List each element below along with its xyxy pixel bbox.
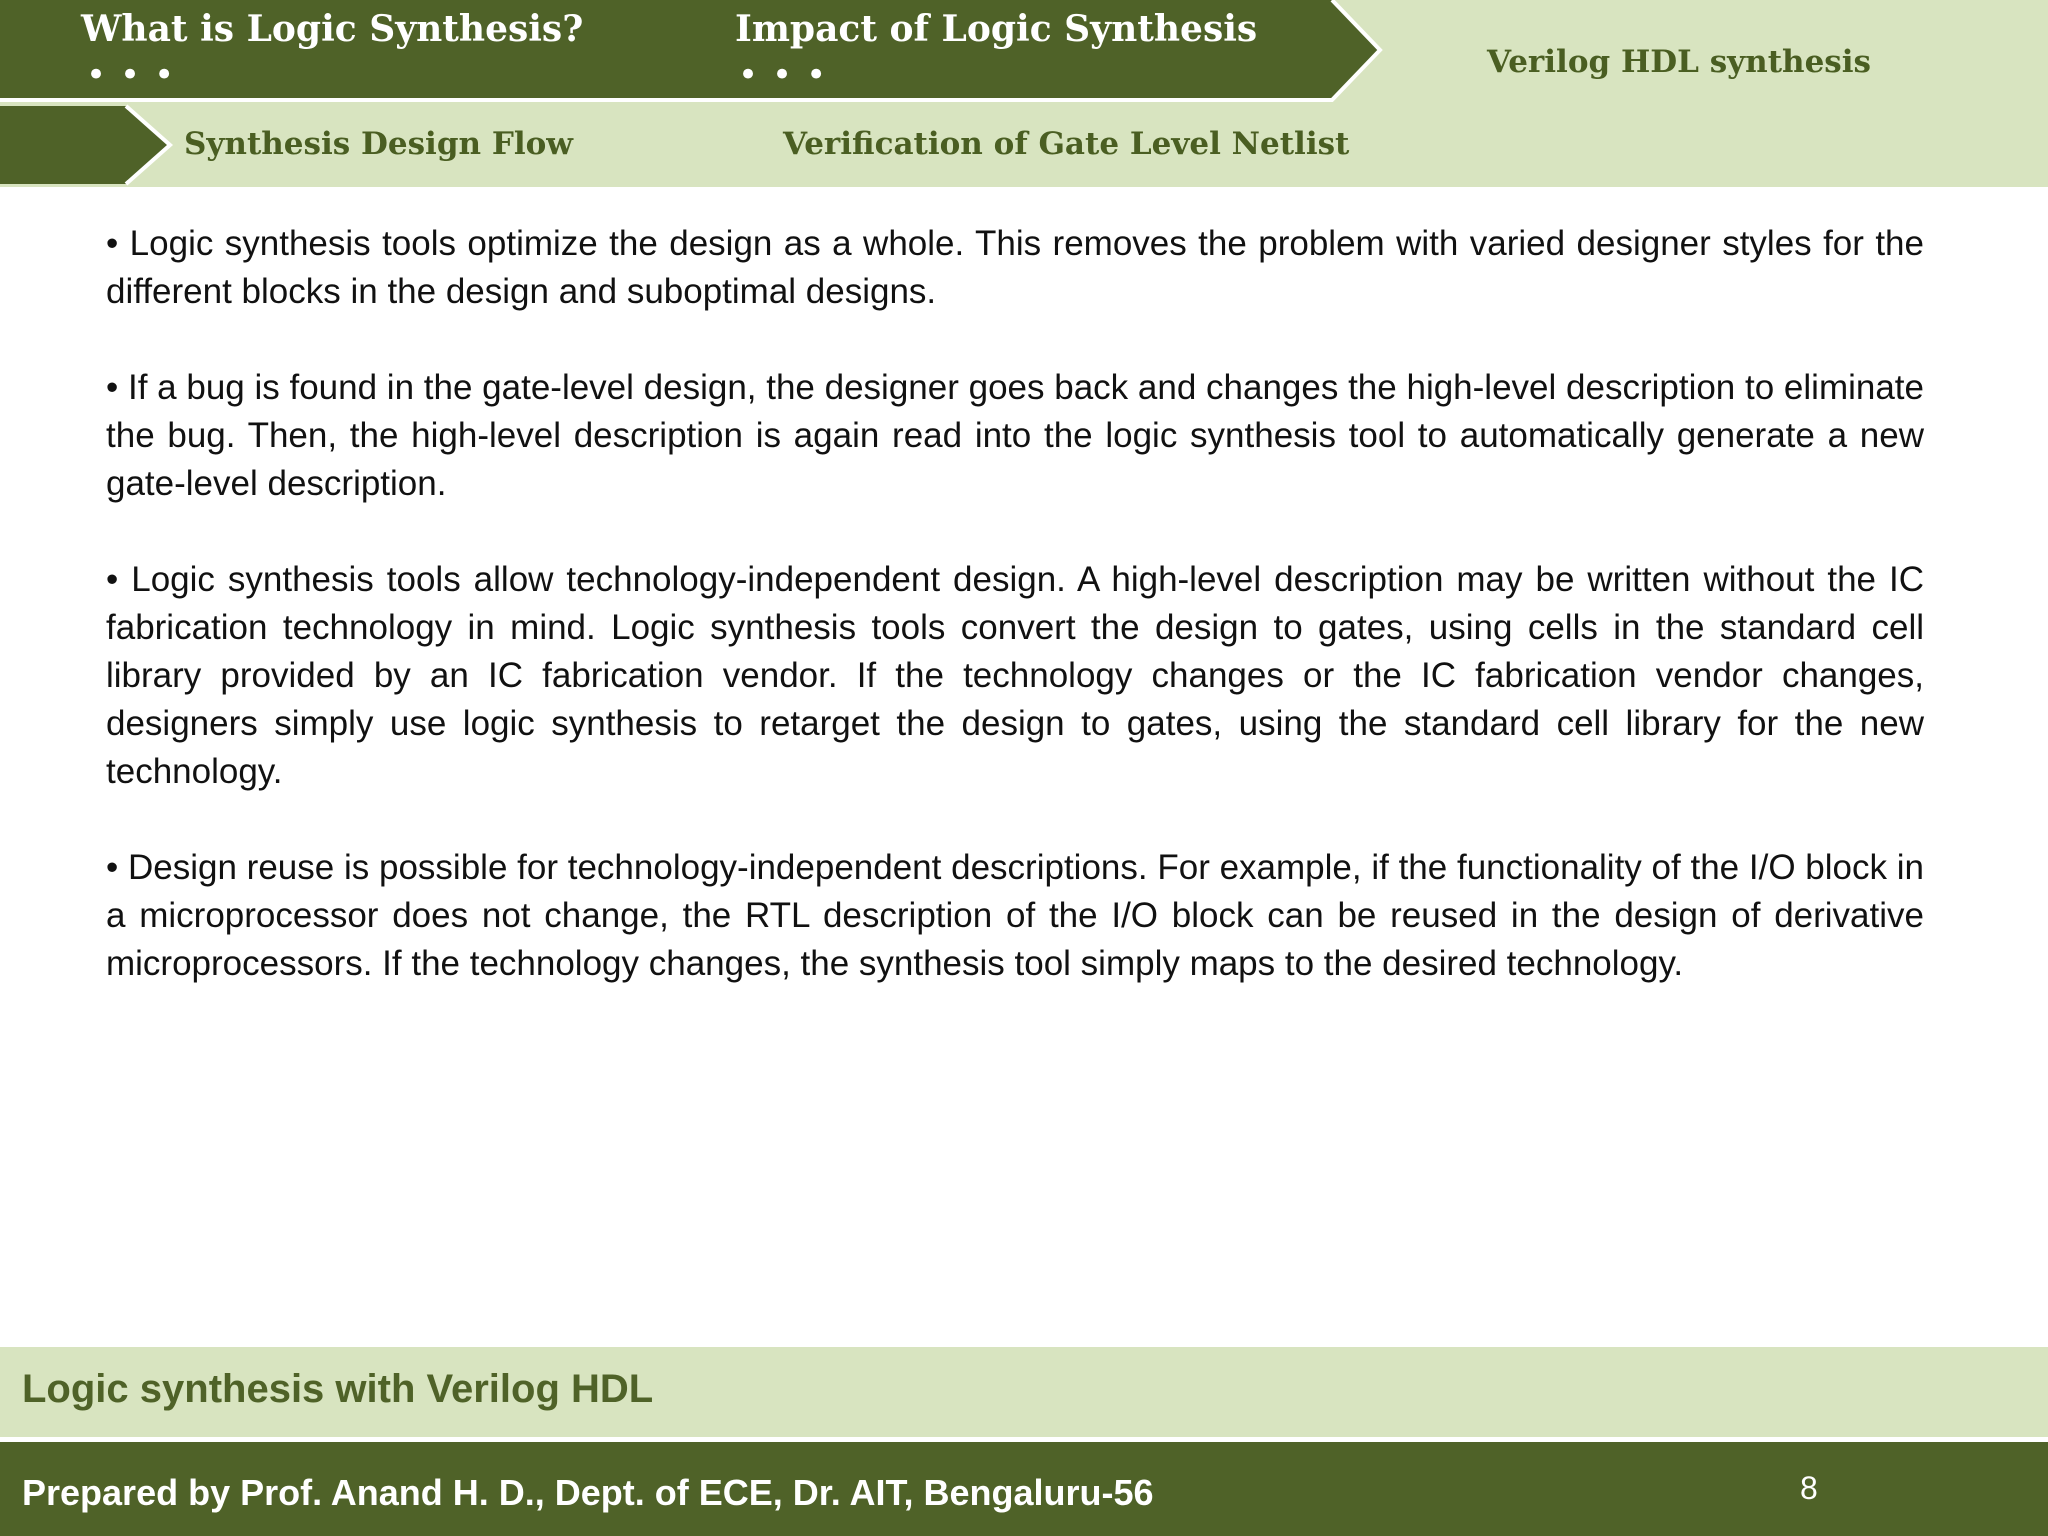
- tab-what-is-logic-synthesis-dots: •••: [86, 55, 189, 95]
- tab-impact-of-logic-synthesis[interactable]: Impact of Logic Synthesis: [735, 8, 1258, 50]
- tab-synthesis-design-flow[interactable]: Synthesis Design Flow: [184, 126, 573, 162]
- nav-bottom-line: [0, 187, 2048, 190]
- bullet-paragraph: • Logic synthesis tools optimize the design as a whole. This removes the problem with varied designer styles for the different blocks in the design and suboptimal designs.: [106, 224, 1924, 311]
- footer-title: Logic synthesis with Verilog HDL: [22, 1367, 654, 1411]
- tab-impact-of-logic-synthesis-dots: •••: [738, 55, 841, 95]
- nav-row2-chevron: [0, 106, 170, 184]
- tab-verification-gate-level-netlist[interactable]: Verification of Gate Level Netlist: [783, 126, 1350, 162]
- tab-verilog-hdl-synthesis[interactable]: Verilog HDL synthesis: [1487, 44, 1871, 80]
- footer-title-bar: [0, 1347, 2048, 1437]
- bullet-paragraph: • Logic synthesis tools allow technology-independent design. A high-level description may be written without the IC fabrication technology in mind. Logic synthesis tools convert the design to gates, using cells in the standard cell library provided by an IC fabrication vendor. If the technology changes or the IC fabrication vendor changes, designers simply use logic synthesis to retarget the design to gates, using the standard cell library for the new technology.: [106, 560, 1924, 791]
- tab-what-is-logic-synthesis[interactable]: What is Logic Synthesis?: [81, 8, 584, 50]
- footer-credit-bar: [0, 1442, 2048, 1536]
- bullet-paragraph: • Design reuse is possible for technology-independent descriptions. For example, if the functionality of the I/O block in a microprocessor does not change, the RTL description of the I/O block can be reused in the design of derivative microprocessors. If the technology changes, the synthesis tool simply maps to the desired technology.: [106, 848, 1924, 983]
- top-navigation: [0, 0, 2048, 190]
- slide-body: [106, 220, 1924, 1036]
- bullet-paragraph: • If a bug is found in the gate-level design, the designer goes back and changes the high-level description to eliminate the bug. Then, the high-level description is again read into the logic synthesis tool to automatically generate a new gate-level description.: [106, 368, 1924, 503]
- footer-credit: Prepared by Prof. Anand H. D., Dept. of ECE, Dr. AIT, Bengaluru-56: [22, 1472, 1154, 1513]
- page-number: 8: [1800, 1470, 1818, 1506]
